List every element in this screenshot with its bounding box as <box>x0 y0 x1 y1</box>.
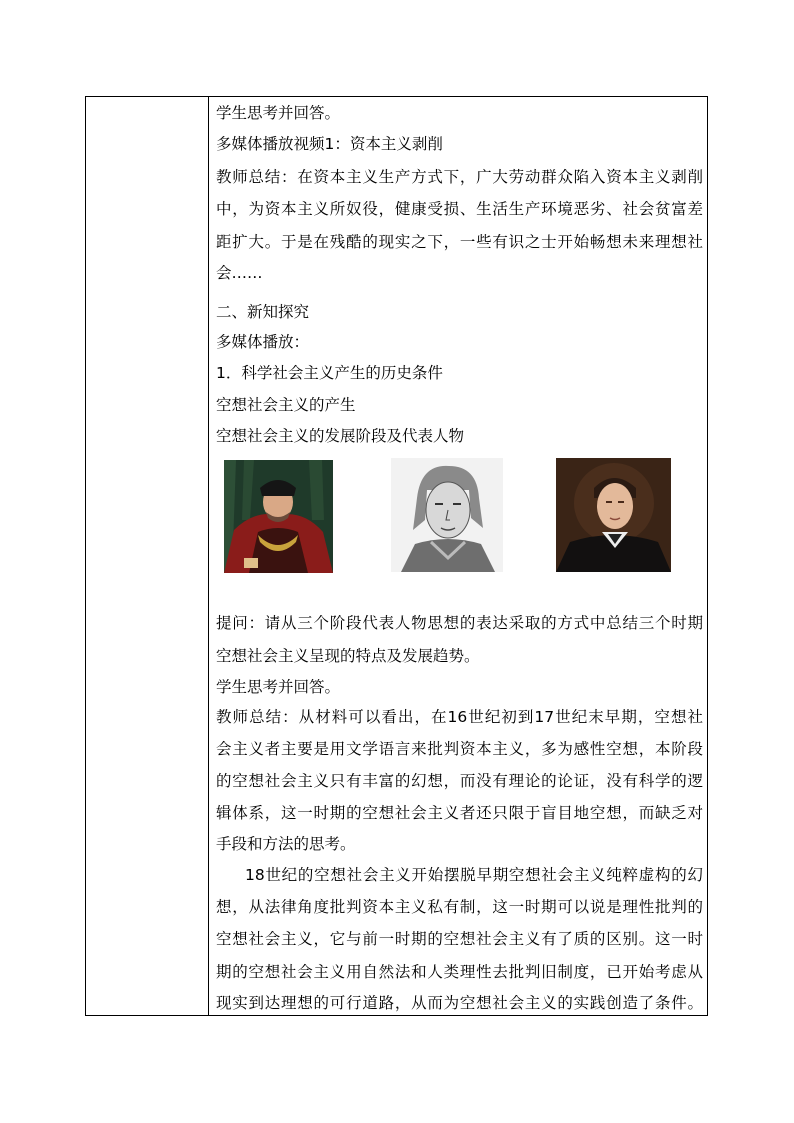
text-line: 会…… <box>216 264 263 282</box>
section-heading: 二、新知探究 <box>216 303 310 321</box>
text-line: 空想社会主义，它与前一时期的空想社会主义有了质的区别。这一时 <box>216 930 703 948</box>
text-line: 空想社会主义的产生 <box>216 396 356 414</box>
text-line: 教师总结：在资本主义生产方式下，广大劳动群众陷入资本主义剥削 <box>216 168 703 186</box>
text-line: 辑体系，这一时期的空想社会主义者还只限于盲目地空想，而缺乏对 <box>216 804 703 822</box>
text-line: 提问：请从三个阶段代表人物思想的表达采取的方式中总结三个时期 <box>216 614 703 632</box>
text-line: 多媒体播放视频1：资本主义剥削 <box>216 135 443 153</box>
text-line: 想，从法律角度批判资本主义私有制，这一时期可以说是理性批判的 <box>216 898 703 916</box>
text-line: 教师总结：从材料可以看出，在16世纪初到17世纪末早期，空想社 <box>216 708 703 726</box>
lesson-table <box>85 96 708 1016</box>
text-line: 多媒体播放： <box>216 333 310 351</box>
text-line: 中，为资本主义所奴役，健康受损、生活生产环境恶劣、社会贫富差 <box>216 200 703 218</box>
portrait-robert-owen <box>556 458 671 572</box>
text-line: 空想社会主义的发展阶段及代表人物 <box>216 427 465 445</box>
portrait-thomas-more <box>224 460 333 573</box>
text-line: 空想社会主义呈现的特点及发展趋势。 <box>216 647 480 665</box>
text-line: 18世纪的空想社会主义开始摆脱早期空想社会主义纯粹虚构的幻 <box>245 866 703 884</box>
portrait-sketch <box>391 458 503 572</box>
text-line: 学生思考并回答。 <box>216 104 341 122</box>
text-line: 期的空想社会主义用自然法和人类理性去批判旧制度，已开始考虑从 <box>216 963 703 981</box>
column-divider <box>208 97 209 1015</box>
text-line: 的空想社会主义只有丰富的幻想，而没有理论的论证，没有科学的逻 <box>216 772 703 790</box>
text-line: 学生思考并回答。 <box>216 678 341 696</box>
text-line: 会主义者主要是用文学语言来批判资本主义，多为感性空想，本阶段 <box>216 740 703 758</box>
text-line: 手段和方法的思考。 <box>216 835 356 853</box>
text-line: 1．科学社会主义产生的历史条件 <box>216 364 443 382</box>
text-line: 距扩大。于是在残酷的现实之下，一些有识之士开始畅想未来理想社 <box>216 233 703 251</box>
text-line: 现实到达理想的可行道路，从而为空想社会主义的实践创造了条件。 <box>216 994 703 1012</box>
